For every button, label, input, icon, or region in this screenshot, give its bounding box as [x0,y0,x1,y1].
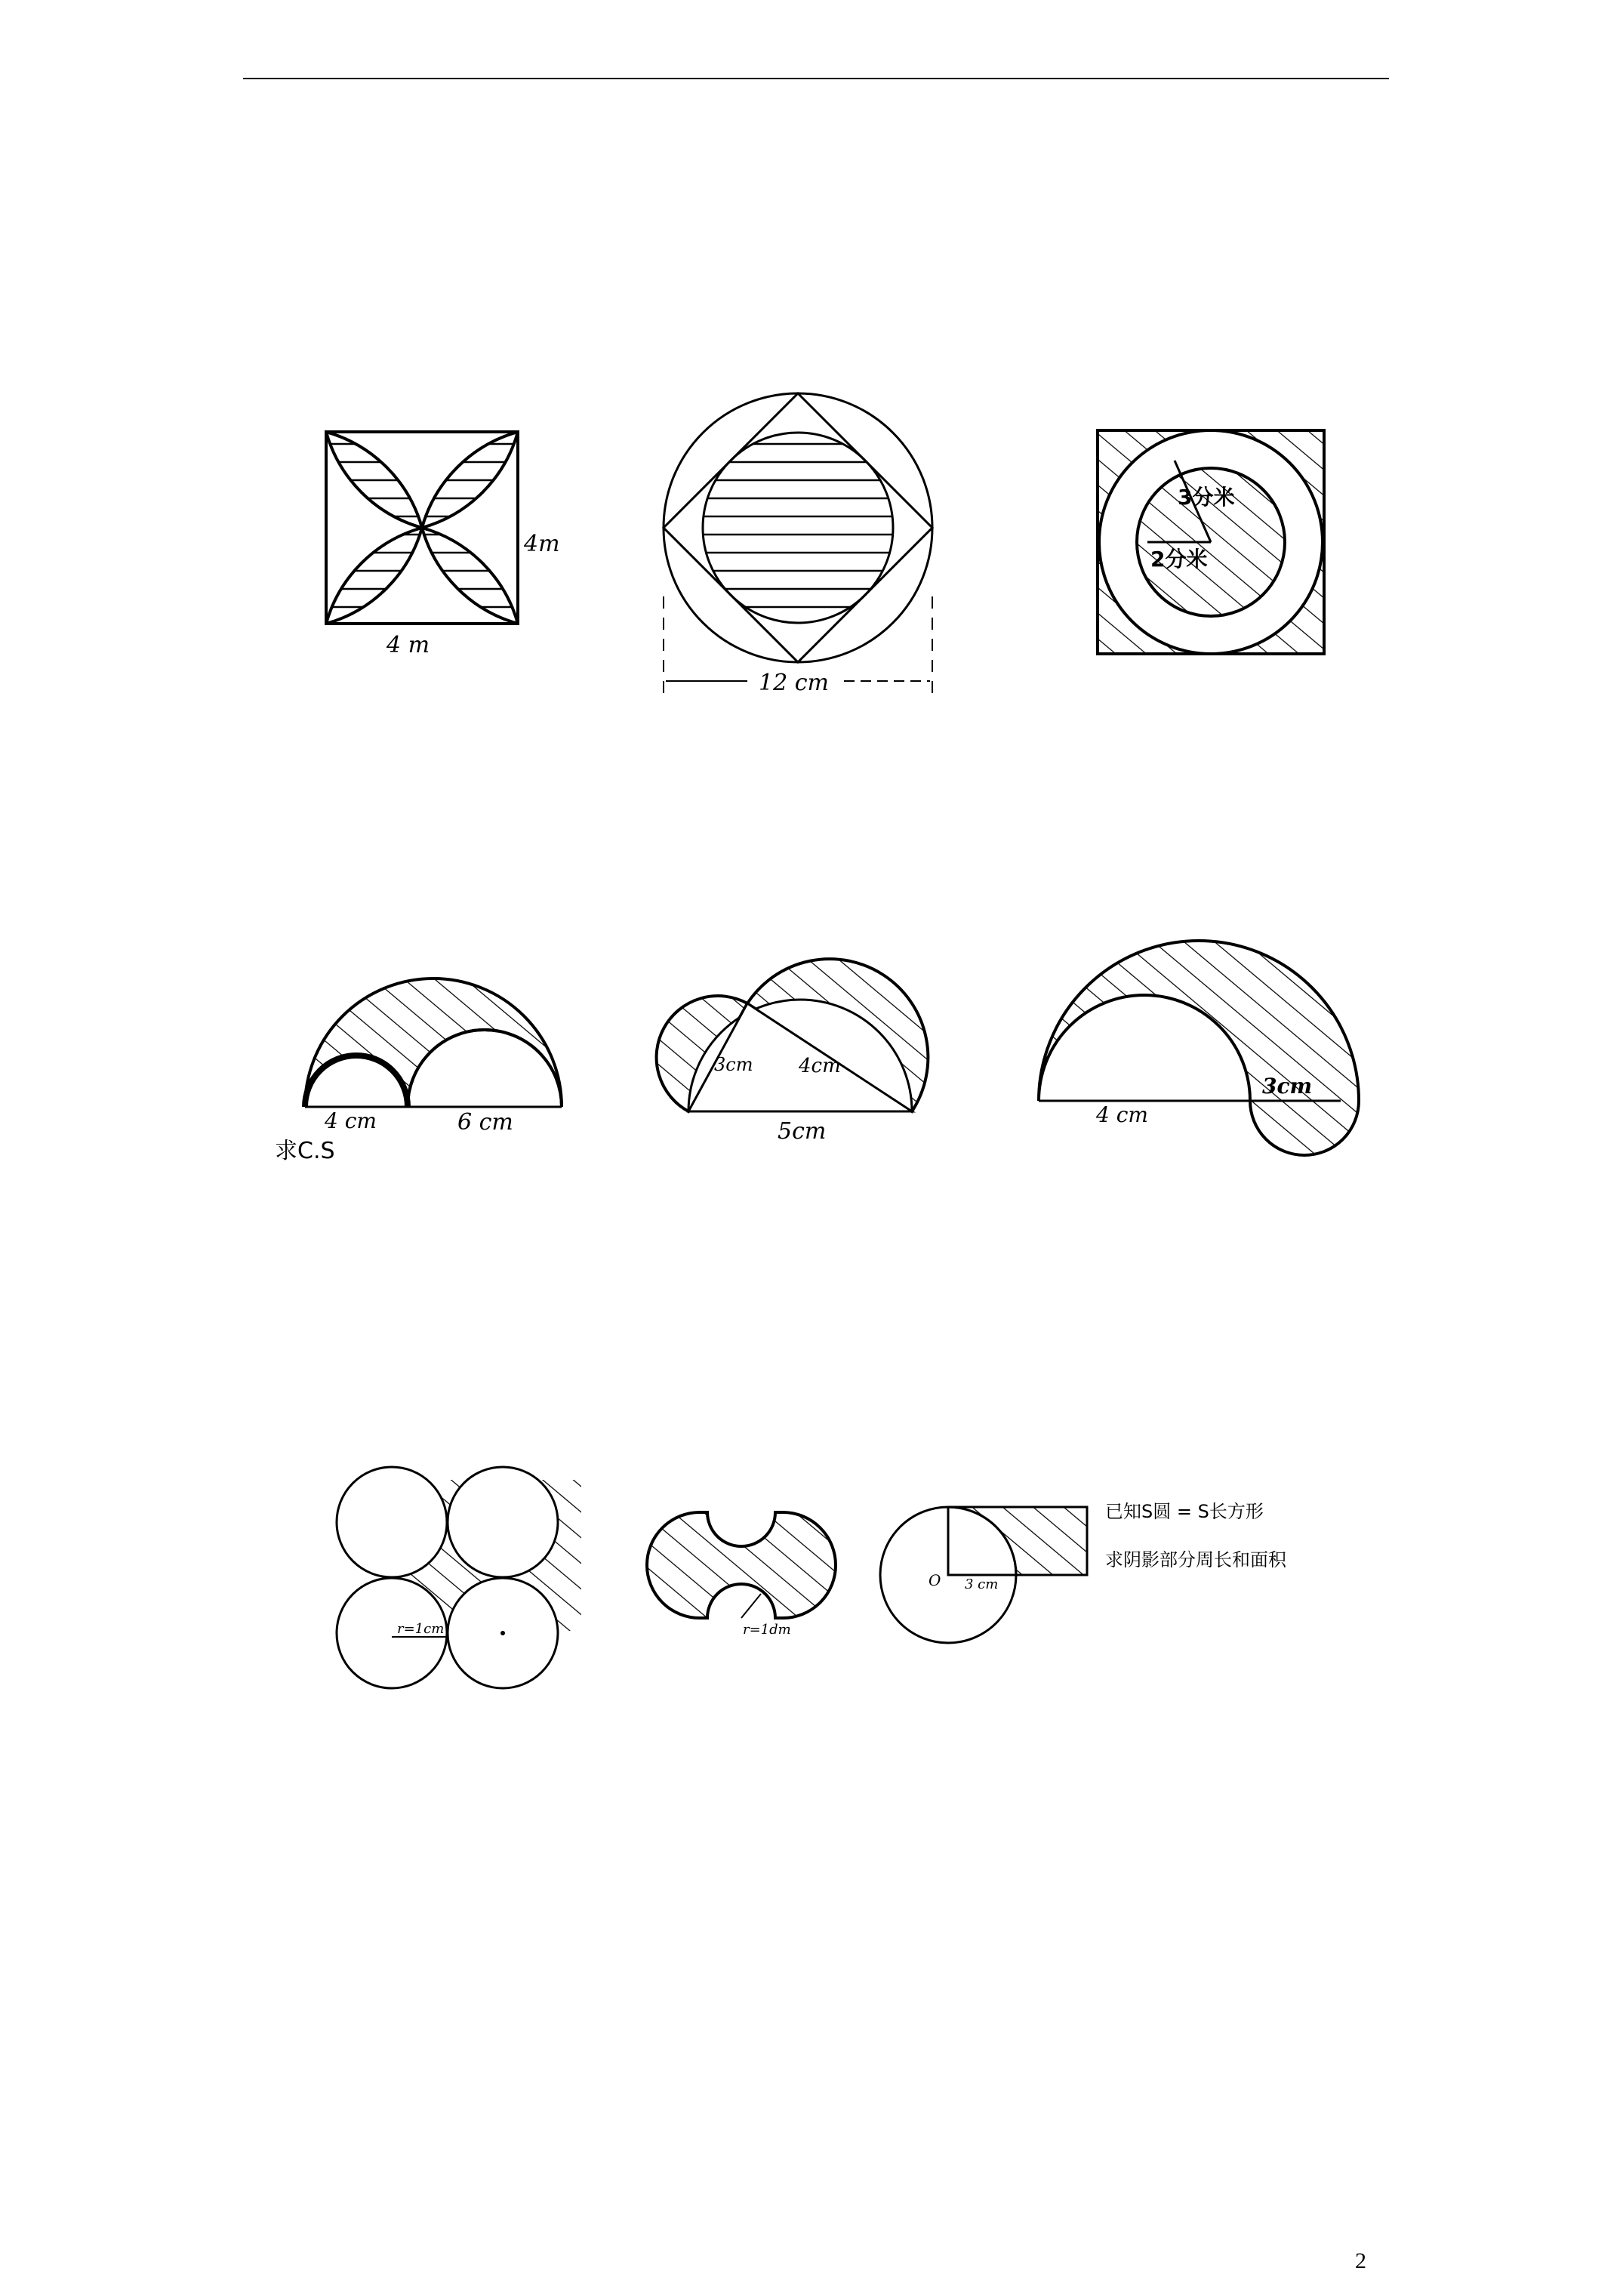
f9-center-label: O [929,1571,941,1589]
f4-note: 求C.S [275,1138,335,1164]
f8-radius-label: r=1dm [743,1622,791,1638]
f9-note-line2: 求阴影部分周长和面积 [1105,1549,1286,1570]
f7-radius-label: r=1cm [397,1621,445,1637]
circle-top-right [448,1467,558,1577]
f5-base-label: 5cm [778,1118,827,1145]
f6-right-label: 3cm [1262,1074,1313,1099]
figure-7-four-circles [337,1465,619,1688]
lens-bottom-right [422,528,518,624]
f4-left-label: 4 cm [325,1108,377,1133]
figure-9-circle-rectangle [880,1501,1287,1643]
f1-bottom-label: 4 m [387,632,430,658]
lens-top-right [422,432,518,528]
shaded-crescent [1039,941,1359,1155]
f3-outer-label: 3分米 [1178,485,1235,510]
radius-line [741,1594,761,1618]
figure-8-notched-shape [647,1512,836,1638]
figure-4-semicircles [275,978,562,1164]
circle-top-left [337,1467,447,1577]
inner-circle-shaded [703,433,893,623]
figure-2-circle-square-circle [664,393,932,698]
lens-top-left [326,432,422,528]
page-number: 2 [1355,2248,1366,2273]
f4-right-label: 6 cm [457,1109,513,1136]
f5-leg-a-label: 3cm [714,1054,753,1075]
shaded-shape [647,1512,836,1618]
figure-1-square-lenses [326,432,560,658]
f9-note-line1: 已知S圆 = S长方形 [1105,1501,1264,1522]
figure-3-square-annulus [1098,430,1324,654]
figure-5-triangle-semicircles [657,959,929,1145]
f3-inner-label: 2分米 [1150,547,1208,572]
f9-radius-label: 3 cm [965,1576,999,1592]
shaded-region [305,978,562,1107]
f5-leg-b-label: 4cm [799,1055,841,1077]
f6-base-label: 4 cm [1096,1102,1148,1127]
center-dot [500,1631,505,1635]
f1-side-label: 4m [524,531,560,557]
lens-bottom-left [326,528,422,624]
f2-width-label: 12 cm [759,670,829,696]
figure-6-crescent [1039,941,1359,1155]
